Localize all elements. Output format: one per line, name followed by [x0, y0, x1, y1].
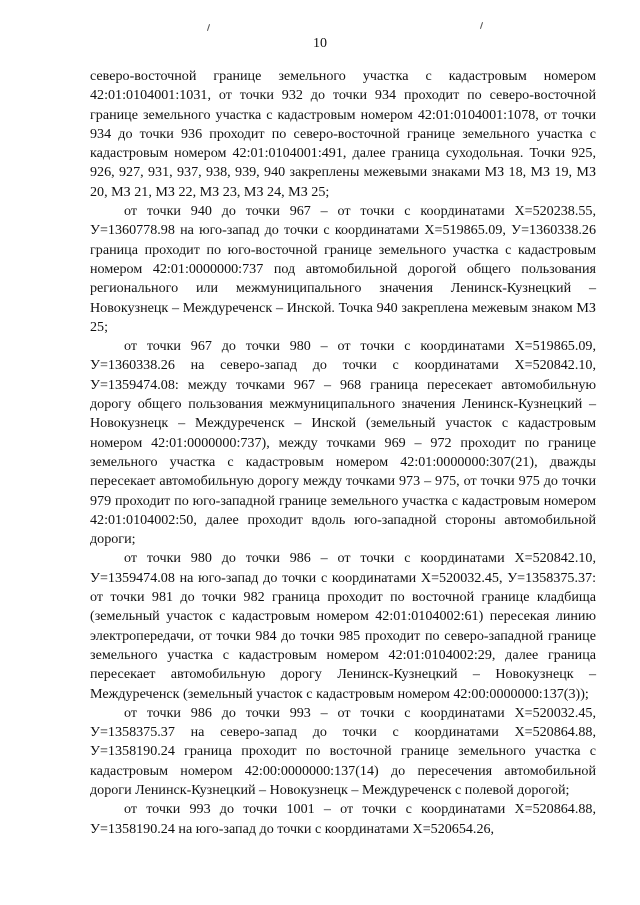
page-number: 10	[313, 36, 327, 51]
paragraph: от точки 980 до точки 986 – от точки с координатами X=520842.10, У=1359474.08 на юго-запад до точки с координатами X=520032.45, У=1358375.37: от точки 981 до точки 982 граница проходит по восточной границе кладбища (земельный участок с кадастровым номером 42:01:0104002:61) пересекая линию электропередачи, от точки 984 до точки 985 проходит по северо-западной границе земельного участка с кадастровым номером 42:01:0104002:29, далее граница пересекает автомобильную дорогу Ленинск-Кузнецкий – Новокузнецк – Междуреченск (земельный участок с кадастровым номером 42:00:0000000:137(3));	[90, 550, 596, 702]
scan-mark	[207, 24, 210, 31]
paragraph: от точки 993 до точки 1001 – от точки с координатами X=520864.88, У=1358190.24 на юго-запад до точки с координатами X=520654.26,	[90, 801, 596, 837]
paragraph: от точки 940 до точки 967 – от точки с координатами X=520238.55, У=1360778.98 на юго-запад до точки с координатами X=519865.09, У=1360338.26 граница проходит по юго-восточной границе земельного участка с кадастровым номером 42:01:0000000:737 под автомобильной дорогой общего пользования регионального или межмуниципального значения Ленинск-Кузнецкий – Новокузнецк – Междуреченск – Инской. Точка 940 закреплена межевым знаком МЗ 25;	[90, 203, 596, 335]
scan-mark	[480, 22, 483, 29]
body-text	[90, 67, 596, 839]
paragraph: от точки 986 до точки 993 – от точки с координатами X=520032.45, У=1358375.37 на северо-запад до точки с координатами X=520864.88, У=1358190.24 граница проходит по восточной границе земельного участка с кадастровым номером 42:00:0000000:137(14) до пересечения автомобильной дороги Ленинск-Кузнецкий – Новокузнецк – Междуреченск с полевой дорогой;	[90, 704, 596, 798]
paragraph: от точки 967 до точки 980 – от точки с координатами X=519865.09, У=1360338.26 на северо-запад до точки с координатами X=520842.10, У=1359474.08: между точками 967 – 968 граница пересекает автомобильную дорогу общего пользования межмуниципального значения Ленинск-Кузнецкий – Новокузнецк – Междуреченск – Инской (земельный участок с кадастровым номером 42:01:0000000:737), между точками 969 – 972 проходит по границе земельного участка с кадастровым номером 42:01:0000000:307(21), дважды пересекает автомобильную дорогу между точками 973 – 975, от точки 975 до точки 979 проходит по юго-западной границе земельного участка с кадастровым номером 42:01:0104002:50, далее проходит вдоль юго-западной стороны автомобильной дороги;	[90, 338, 596, 548]
paragraph: северо-восточной границе земельного участка с кадастровым номером 42:01:0104001:1031, от точки 932 до точки 934 проходит по северо-восточной границе земельного участка с кадастровым номером 42:01:0104001:1078, от точки 934 до точки 936 проходит по северо-восточной границе земельного участка с кадастровым номером 42:01:0104001:491, далее граница суходольная. Точки 925, 926, 927, 931, 937, 938, 939, 940 закреплены межевыми знаками МЗ 18, МЗ 19, МЗ 20, МЗ 21, МЗ 22, МЗ 23, МЗ 24, МЗ 25;	[90, 68, 596, 200]
